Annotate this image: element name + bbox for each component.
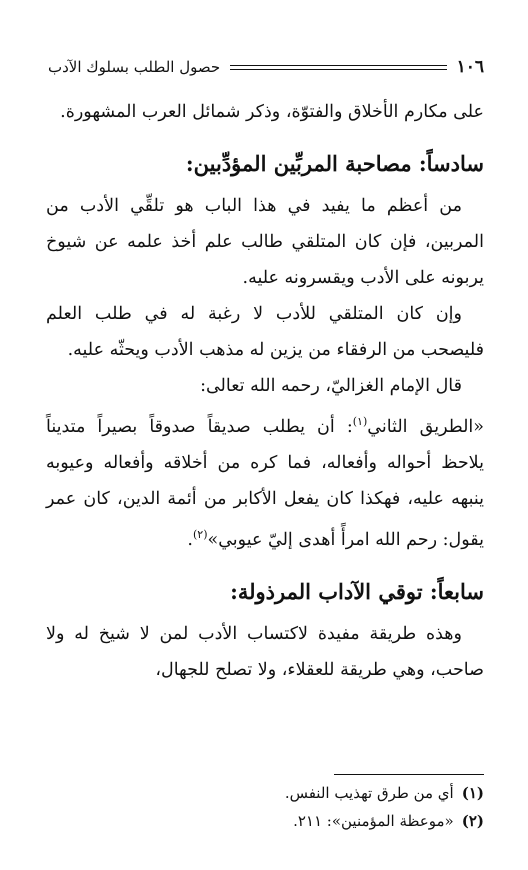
section-heading-seven: سابعاً: توقي الآداب المرذولة: [230, 578, 484, 604]
paragraph-2: من أعظم ما يفيد في هذا الباب هو تلقِّي الأدب من المربين، فإن كان المتلقي طالب علم أخذ علمه عن شيوخ يربونه على الأدب ويقسرونه عليه. [46, 196, 484, 288]
paragraph-1: على مكارم الأخلاق والفتوّة، وذكر شمائل العرب المشهورة. [60, 102, 484, 122]
quote-end: . [187, 529, 193, 550]
page-body [46, 94, 484, 688]
quote-paragraph [46, 404, 484, 558]
paragraph-3: وإن كان المتلقي للأدب لا رغبة له في طلب العلم فليصحب من الرفقاء من يزين له مذهب الأدب ويحثّه عليه. [46, 304, 484, 360]
footnote-text: «موعظة المؤمنين»: ٢١١. [293, 812, 454, 830]
footnotes [46, 774, 484, 835]
footnote-number: (١) [461, 784, 484, 802]
paragraph-6: وهذه طريقة مفيدة لاكتساب الأدب لمن لا شيخ له ولا صاحب، وهي طريقة للعقلاء، ولا تصلح للجهال، [46, 623, 484, 680]
quote-start: «الطريق الثاني [367, 416, 484, 437]
footnote-2 [46, 807, 484, 835]
footnote-1 [46, 779, 484, 807]
footnote-number: (٢) [461, 812, 484, 830]
header-rule [230, 65, 446, 70]
page-header [48, 54, 484, 80]
running-title: حصول الطلب بسلوك الآدب [48, 58, 221, 76]
footnote-rule [334, 774, 484, 775]
footnote-ref-1[interactable]: (١) [352, 415, 368, 428]
section-heading-six: سادساً: مصاحبة المربِّين المؤدِّبين: [185, 151, 484, 176]
footnote-ref-2[interactable]: (٢) [193, 527, 208, 541]
page-number: ١٠٦ [456, 57, 484, 77]
quote-body: : أن يطلب صديقاً صدوقاً بصيراً متديناً يلاحظ أحواله وأفعاله، فما كره من أخلاقه وأفعاله وعيوبه ينبهه عليه، فهكذا كان يفعل الأكابر من أئمة الدين، كان عمر يقول: رحم الله امرأً أهدى إليّ عيوبي» [46, 416, 484, 550]
paragraph-4: قال الإمام الغزاليّ، رحمه الله تعالى: [200, 376, 462, 396]
footnote-text: أي من طرق تهذيب النفس. [284, 784, 454, 802]
